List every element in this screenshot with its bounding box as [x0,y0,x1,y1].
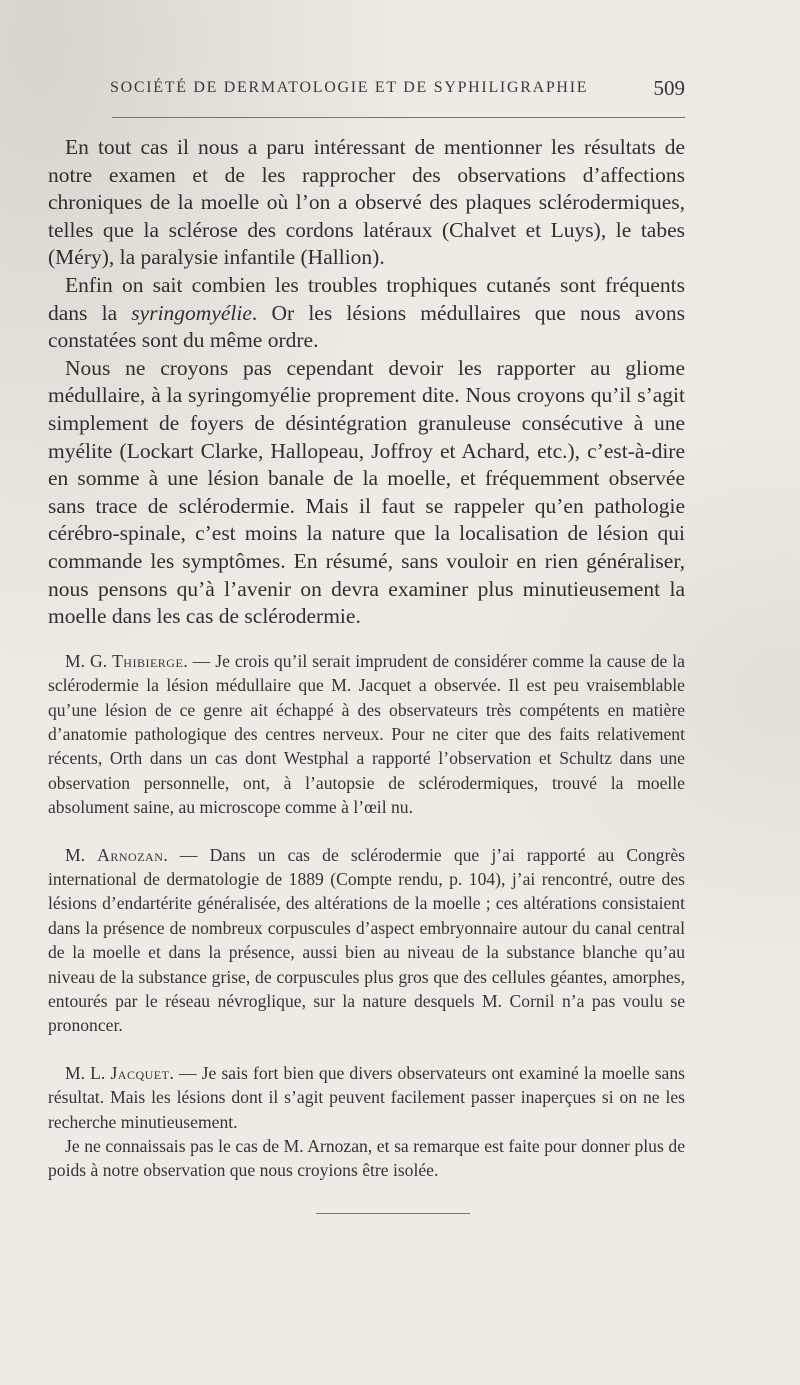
page-number: 509 [653,76,685,100]
body-text [48,134,685,1183]
italic-term: syringomyélie [131,300,252,325]
end-rule [316,1213,470,1214]
discussion-entry: M. G. Thibierge. — Je crois qu’il serait imprudent de considérer comme la cause de la sclérodermie la lésion médullaire que M. Jacquet a observée. Il est peu vraisemblable qu’une lésion de ce genre ait échappé à des observateurs très compétents en matière d’anatomie pathologique des centres nerveux. Pour ne citer que des faits relativement récents, Orth dans un cas dont Westphal a rapporté l’observation et Schultz dans une observation personnelle, ont, à l’autopsie de sclérodermiques, trouvé la moelle absolument saine, au microscope comme à l’œil nu. [48,650,685,818]
speaker-name: Jacquet [110,1062,170,1083]
paragraph: Nous ne croyons pas cependant devoir les rapporter au gliome médullaire, à la syringomyélie proprement dite. Nous croyons qu’il s’agit simplement de foyers de désintégration granuleuse consécutive à une myélite (Lockart Clarke, Hallopeau, Joffroy et Achard, etc.), c’est-à-dire en somme à une lésion banale de la moelle, et fréquemment observée sans trace de sclérodermie. Mais il faut se rappeler qu’en pathologie cérébro-spinale, c’est moins la nature que la localisation de lésion qui commande les symptômes. En résumé, sans vouloir en rien généraliser, nous pensons qu’à l’avenir on devra examiner plus minutieusement la moelle dans les cas de sclérodermie. [48,355,685,629]
closing-paragraph: Je ne connaissais pas le cas de M. Arnozan, et sa remarque est faite pour donner plus de poids à notre observation que nous croyions être isolée. [48,1136,685,1181]
running-title: SOCIÉTÉ DE DERMATOLOGIE ET DE SYPHILIGRAPHIE [110,79,589,96]
discussion [48,649,685,1183]
page-header [110,76,685,102]
discussion-entry: M. L. Jacquet. — Je sais fort bien que divers observateurs ont examiné la moelle sans résultat. Mais les lésions dont il s’agit peuvent facilement passer inaperçues si on ne les recherche minutieusement. [48,1062,685,1132]
header-rule [112,117,685,118]
discussion-entry: M. Arnozan. — Dans un cas de sclérodermie que j’ai rapporté au Congrès international de dermatologie de 1889 (Compte rendu, p. 104), j’ai rencontré, outre des lésions d’endartérite généralisée, des altérations de la moelle ; ces altérations consistaient dans la présence de nombreux corpuscules d’aspect embryonnaire autour du canal central de la moelle et dans la présence, aussi bien au niveau de la substance blanche qu’au niveau de la substance grise, de corpuscules plus gros que des cellules géantes, amorphes, entourés par le réseau névroglique, sur la nature desquels M. Cornil n’a pas voulu se prononcer. [48,844,685,1036]
paragraph: Enfin on sait combien les troubles trophiques cutanés sont fréquents dans la syringomyélie. Or les lésions médullaires que nous avons constatées sont du même ordre. [48,272,685,353]
speaker-name: Arnozan [97,844,164,865]
main-article [48,134,685,631]
speaker-name: Thibierge [112,650,184,671]
paragraph: En tout cas il nous a paru intéressant de mentionner les résultats de notre examen et de les rapprocher des observations d’affections chroniques de la moelle où l’on a observé des plaques sclérodermiques, telles que la sclérose des cordons latéraux (Chalvet et Luys), le tabes (Méry), la paralysie infantile (Hallion). [48,135,685,270]
